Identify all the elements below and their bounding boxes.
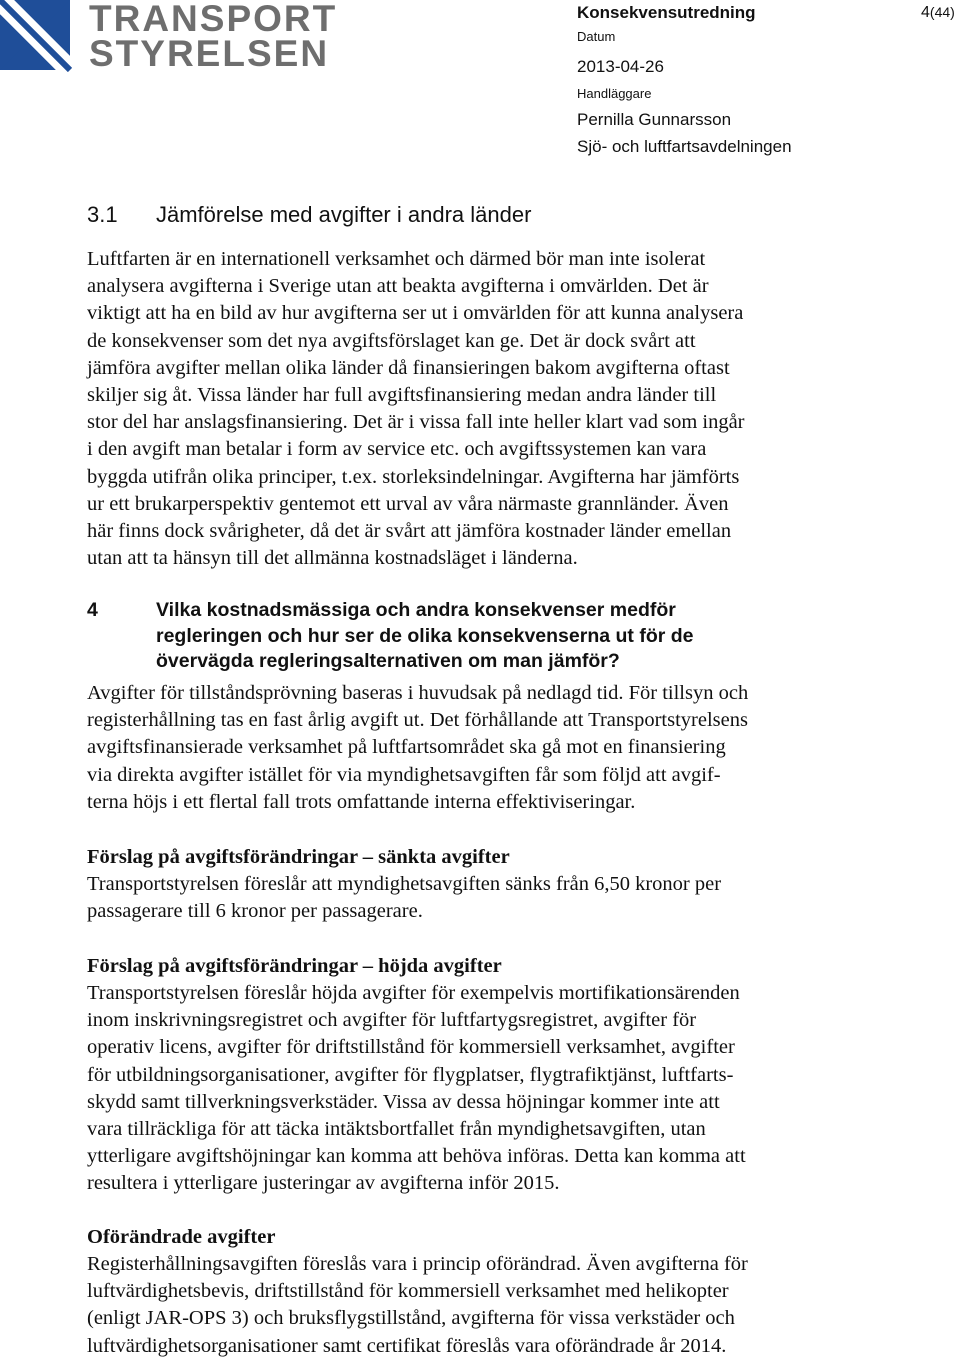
- body-line: resultera i ytterligare justeringar av avgifterna inför 2015.: [87, 1172, 560, 1195]
- logo-wordmark-line2: STYRELSEN: [89, 33, 330, 74]
- handler-label: Handläggare: [577, 86, 652, 101]
- section-title-line: Vilka kostnadsmässiga och andra konsekvenser medför: [156, 599, 676, 621]
- section-title-line: regleringen och hur ser de olika konsekvenserna ut för de: [156, 624, 694, 647]
- body-line: ur ett brukarperspektiv gentemot ett urval av våra närmaste grannländer. Även: [87, 492, 729, 515]
- body-line: här finns dock svårigheter, då det är svårt att jämföra kostnader länder emellan: [87, 520, 732, 543]
- body-line: Transportstyrelsen föreslår höjda avgifter för exempelvis mortifikationsärenden: [87, 982, 740, 1004]
- page-total: (44): [929, 4, 955, 20]
- transportstyrelsen-logo: [0, 0, 338, 74]
- body-line: ytterligare avgiftshöjningar kan komma att behöva införas. Detta kan komma att: [87, 1145, 746, 1168]
- body-line: registerhållning tas en fast årlig avgift ut. Det förhållande att Transportstyrelsens: [87, 709, 748, 732]
- body-line: vara tillräckliga för att täcka intäktsbortfallet från myndighetsavgiften, utan: [87, 1118, 706, 1141]
- body-line: luftvärdighetsbevis, driftstillstånd för kommersiell verksamhet med helikopter: [87, 1280, 729, 1303]
- body-line: (enligt JAR-OPS 3) och bruksflygstillstånd, avgifterna för vissa verkstäder och: [87, 1307, 735, 1330]
- body-line: terna höjs i ett flertal fall trots omfattande interna effektiviseringar.: [87, 790, 636, 813]
- subsection-body-raised-fees: [87, 980, 947, 1198]
- body-line: stor del har anslagsfinansiering. Det är i vissa fall inte heller klart vad som ingår: [87, 411, 745, 434]
- body-line: Luftfarten är en internationell verksamhet och därmed bör man inte isolerat: [87, 248, 706, 270]
- body-line: Registerhållningsavgiften föreslås vara i princip oförändrad. Även avgifterna för: [87, 1253, 748, 1275]
- body-line: utan att ta hänsyn till det allmänna kostnadsläget i länderna.: [87, 547, 578, 570]
- body-line: de konsekvenser som det nya avgiftsförslaget kan ge. Det är dock svårt att: [87, 329, 696, 352]
- section-3-1-heading: [87, 202, 531, 228]
- section-title: Jämförelse med avgifter i andra länder: [156, 202, 532, 227]
- body-line: viktigt att ha en bild av hur avgifterna ser ut i omvärlden för att kunna analysera: [87, 302, 744, 325]
- body-line: Transportstyrelsen föreslår att myndighetsavgiften sänks från 6,50 kronor per: [87, 873, 722, 895]
- section-number: 4: [87, 599, 98, 621]
- subsection-heading-raised-fees: Förslag på avgiftsförändringar – höjda avgifter: [87, 955, 502, 977]
- logo-wordmark-line1: TRANSPORT: [89, 0, 338, 39]
- date-label: Datum: [577, 29, 616, 44]
- body-line: Avgifter för tillståndsprövning baseras i huvudsak på nedlagd tid. För tillsyn och: [87, 682, 749, 704]
- body-line: byggda utifrån olika principer, t.ex. storleksindelningar. Avgifterna har jämförts: [87, 465, 740, 488]
- section-3-1-body: [87, 246, 947, 572]
- section-title-line: övervägda regleringsalternativen om man jämför?: [156, 650, 620, 672]
- body-line: jämföra avgifter mellan olika länder då finansieringen bakom avgifterna oftast: [87, 356, 730, 379]
- subsection-body-unchanged-fees: [87, 1251, 947, 1360]
- date-value: 2013-04-26: [577, 57, 664, 76]
- body-line: inom inskrivningsregistret och avgifter för luftfartygsregistret, avgifter för: [87, 1009, 697, 1032]
- body-line: för utbildningsorganisationer, avgifter för flygplatser, flygtrafiktjänst, luftfarts-: [87, 1063, 734, 1086]
- body-line: passagerare till 6 kronor per passagerare.: [87, 900, 423, 923]
- subsection-heading-lowered-fees: Förslag på avgiftsförändringar – sänkta avgifter: [87, 846, 510, 868]
- section-title: [156, 598, 796, 675]
- subsection-body-lowered-fees: [87, 871, 947, 925]
- body-line: via direkta avgifter istället för via myndighetsavgiften får som följd att avgif-: [87, 763, 721, 786]
- body-line: luftvärdighetsorganisationer samt certifikat föreslås vara oförändrade år 2014.: [87, 1334, 727, 1357]
- page-current: 4: [921, 4, 930, 21]
- document-type: Konsekvensutredning: [577, 3, 756, 22]
- body-line: skydd samt tillverkningsverkstäder. Vissa av dessa höjningar kommer inte att: [87, 1090, 720, 1113]
- department: Sjö- och luftfartsavdelningen: [577, 137, 792, 156]
- page-number: [921, 4, 955, 22]
- body-line: skiljer sig åt. Vissa länder har full avgiftsfinansiering medan andra länder till: [87, 384, 717, 407]
- body-line: operativ licens, avgifter för driftstillstånd för kommersiell verksamhet, avgifter: [87, 1036, 735, 1059]
- body-line: avgiftsfinansierade verksamhet på luftfartsområdet ska gå mot en finansiering: [87, 736, 726, 759]
- subsection-heading-unchanged-fees: Oförändrade avgifter: [87, 1226, 276, 1248]
- logo-mark-icon: [0, 0, 72, 72]
- section-4-intro: [87, 680, 947, 816]
- handler-name: Pernilla Gunnarsson: [577, 110, 732, 129]
- section-number: 3.1: [87, 202, 118, 227]
- body-line: analysera avgifterna i Sverige utan att beakta avgifterna i omvärlden. Det är: [87, 275, 709, 298]
- body-line: i den avgift man betalar i form av service etc. och avgiftssystemen kan vara: [87, 438, 707, 461]
